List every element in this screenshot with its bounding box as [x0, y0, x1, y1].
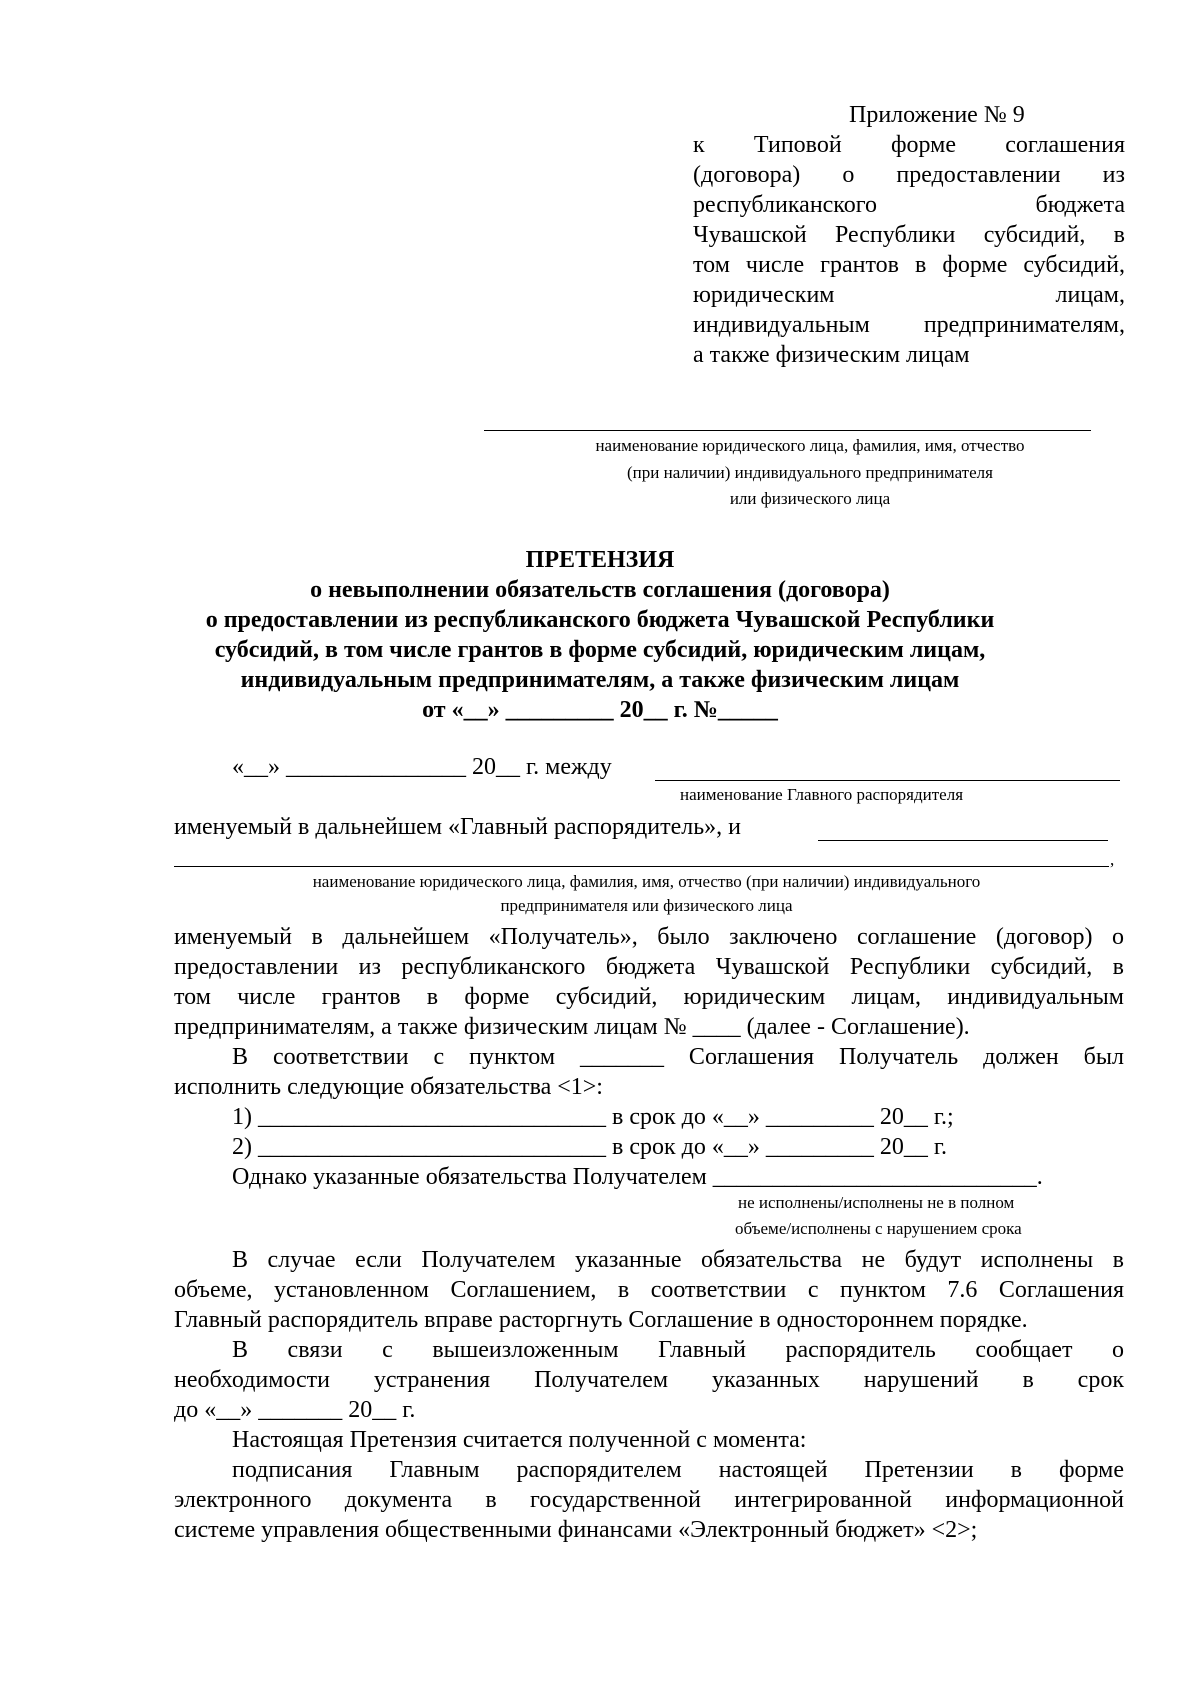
appendix-title: Приложение № 9 [849, 102, 1025, 128]
recipient-blank-line-1 [818, 840, 1108, 841]
appendix-line: а также физическим лицам [693, 342, 970, 368]
heading-line: индивидуальным предпринимателям, а также физическим лицам [240, 667, 960, 693]
main-manager-blank-line [655, 780, 1120, 781]
appendix-line: (договора) о предоставлении из [693, 162, 1125, 188]
appendix-line: республиканского бюджета [693, 192, 1125, 218]
agreement-date-line: «__» _______________ 20__ г. между [232, 754, 612, 780]
heading-title: ПРЕТЕНЗИЯ [525, 547, 675, 573]
main-manager-caption: наименование Главного распорядителя [680, 785, 964, 804]
named-manager-line: именуемый в дальнейшем «Главный распорядитель», и [174, 814, 741, 840]
appendix-line: к Типовой форме соглашения [693, 132, 1125, 158]
obligation-item: 1) _____________________________ в срок до «__» _________ 20__ г.; [232, 1104, 954, 1130]
heading-line: о невыполнении обязательств соглашения (договора) [310, 577, 890, 603]
recipient-comma: , [1110, 850, 1115, 869]
obligation-item: 2) _____________________________ в срок до «__» _________ 20__ г. [232, 1134, 947, 1160]
heading-line: субсидий, в том числе грантов в форме субсидий, юридическим лицам, [214, 637, 986, 663]
receipt-intro-paragraph: Настоящая Претензия считается полученной с момента: [232, 1427, 807, 1453]
appendix-line: индивидуальным предпринимателям, [693, 312, 1125, 338]
heading-date-number: от «__» _________ 20__ г. №_____ [422, 697, 778, 723]
appendix-line: юридическим лицам, [693, 282, 1125, 308]
however-line: Однако указанные обязательства Получателем ___________________________. [232, 1164, 1043, 1190]
appendix-line: том числе грантов в форме субсидий, [693, 252, 1125, 278]
heading-line: о предоставлении из республиканского бюджета Чувашской Республики [205, 607, 995, 633]
recipient-blank-line-2 [174, 866, 1109, 867]
addressee-blank-line [484, 430, 1091, 431]
appendix-line: Чувашской Республики субсидий, в [693, 222, 1125, 248]
